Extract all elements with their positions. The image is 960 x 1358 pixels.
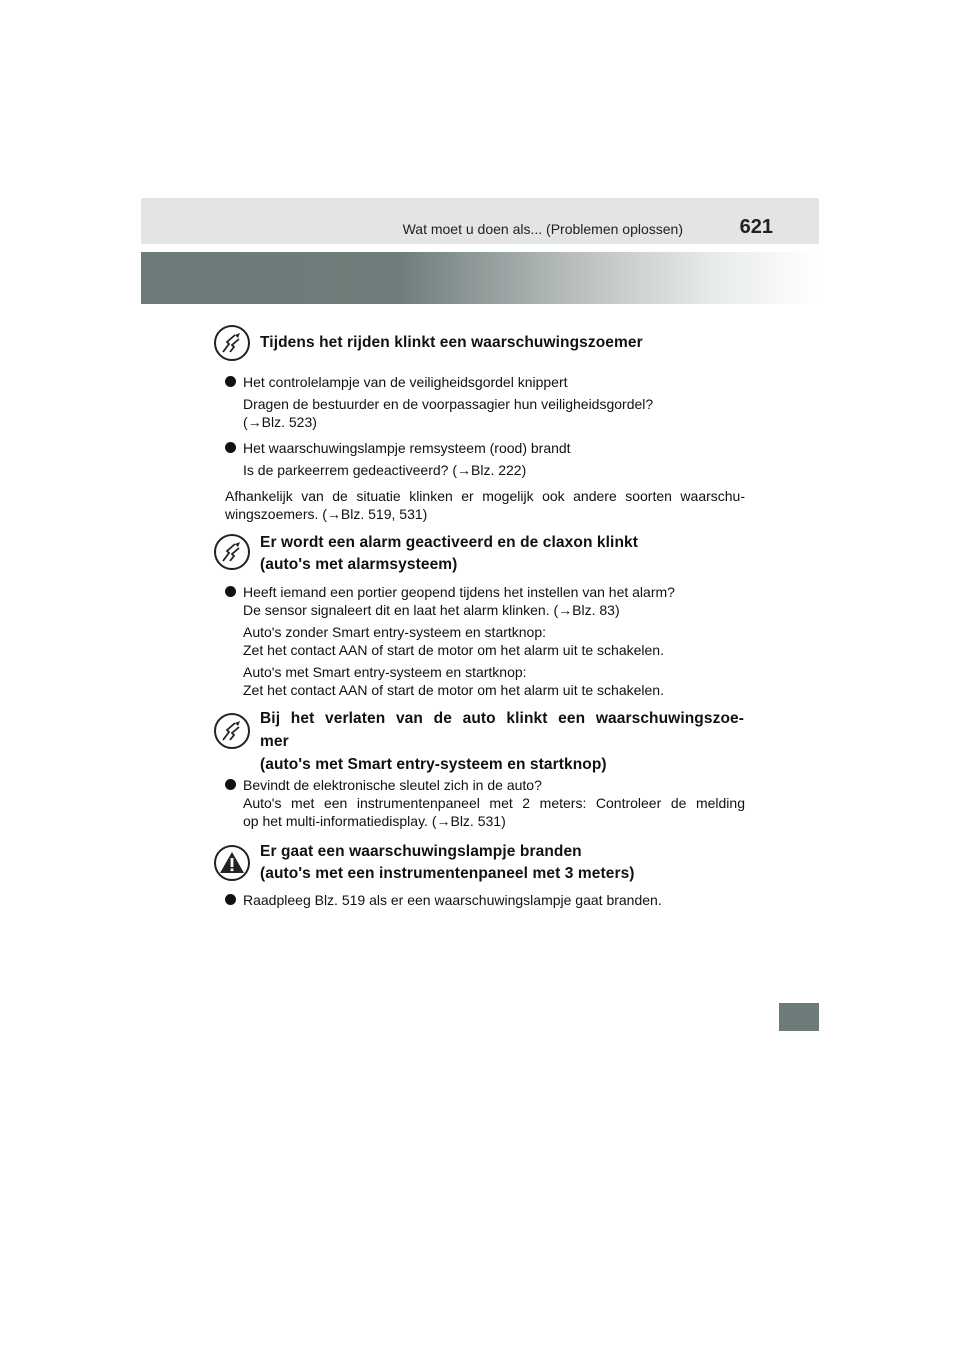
body-text: Auto's met Smart entry-systeem en startknop: [243,664,527,680]
warning-triangle-icon [214,845,250,881]
chapter-title: Wat moet u doen als... (Problemen oplossen) [402,221,683,237]
section-heading-4 [214,841,635,885]
page-header [141,198,819,244]
section-heading-1 [214,325,643,361]
page-reference: (→Blz. 523) [243,414,317,430]
key-warning-icon [214,713,250,749]
section-heading-2 [214,532,638,576]
bullet-icon [225,442,236,453]
section-title: Er gaat een waarschuwingslampje branden [260,843,582,860]
section-title: Er wordt een alarm geactiveerd en de claxon klinkt [260,534,638,551]
bullet-icon [225,376,236,387]
chapter-tab [779,1003,819,1031]
body-text: Afhankelijk van de situatie klinken er mogelijk ook andere soorten waarschu- [225,488,745,504]
body-text: Dragen de bestuurder en de voorpassagier hun veiligheidsgordel? [243,396,654,412]
section-title: Tijdens het rijden klinkt een waarschuwingszoemer [260,334,643,351]
section-title: Bij het verlaten van de auto klinkt een waarschuwingszoe- [260,710,744,727]
body-text: De sensor signaleert dit en laat het alarm klinken. (→Blz. 83) [243,602,620,618]
body-text: Auto's met een instrumentenpaneel met 2 meters: Controleer de melding [243,795,745,811]
bullet-icon [225,894,236,905]
body-text: Is de parkeerrem gedeactiveerd? (→Blz. 222) [243,462,527,478]
bullet-icon [225,586,236,597]
section-subtitle: (auto's met een instrumentenpaneel met 3 meters) [260,865,635,882]
body-text: op het multi-informatiedisplay. (→Blz. 531) [243,813,506,829]
alarm-warning-icon [214,534,250,570]
section-subtitle: (auto's met alarmsysteem) [260,556,458,573]
body-text: Zet het contact AAN of start de motor om het alarm uit te schakelen. [243,682,664,698]
body-text: wingszoemers. (→Blz. 519, 531) [225,506,428,522]
page-number: 621 [739,216,773,238]
bullet-icon [225,779,236,790]
section-heading-3 [214,707,744,776]
body-text: Auto's zonder Smart entry-systeem en startknop: [243,624,547,640]
section-subtitle: (auto's met Smart entry-systeem en startknop) [260,756,607,773]
section-title-cont: mer [260,733,289,750]
chapter-band [141,252,819,304]
body-text: Zet het contact AAN of start de motor om het alarm uit te schakelen. [243,642,664,658]
seat-belt-warning-icon [214,325,250,361]
